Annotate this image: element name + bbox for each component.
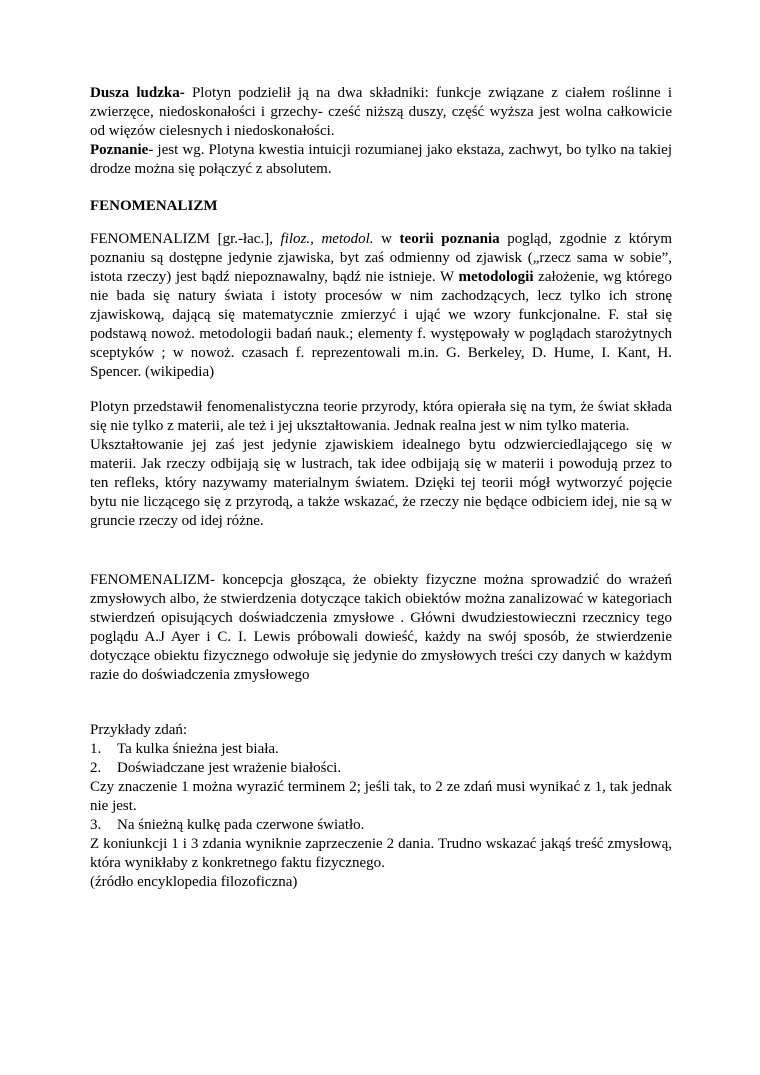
list-text-2: Doświadczane jest wrażenie białości. (117, 760, 342, 776)
definition-text-2: w (373, 231, 400, 247)
examples-label: Przykłady zdań: (90, 722, 188, 738)
paragraph-poznanie-text: jest wg. Plotyna kwestia intuicji rozumianej jako ekstaza, zachwyt, bo tylko na takiej drodze można się połączyć z absolutem. (90, 142, 672, 177)
paragraph-czy-znaczenie: Czy znaczenie 1 można wyrazić terminem 2; jeśli tak, to 2 ze zdań musi wynikać z 1, tak jednak nie jest. (90, 779, 672, 814)
definition-text-4: założenie, wg którego nie bada się natury świata i istoty procesów w nim zachodzących, lecz tylko ich stronę zjawiskową, dającą się matematycznie zmierzyć i ująć we wzory funkcjonalne. F. stał się podstawą nowoż. metodologii badań nauk.; elementy f. występowały w poglądach starożytnych sceptyków ; w nowoż. czasach f. reprezentowali m.in. G. Berkeley, D. Hume, I. Kant, H. Spencer. (wikipedia) (90, 269, 672, 380)
paragraph-plotyn-teoria: Plotyn przedstawił fenomenalistyczna teorie przyrody, która opierała się na tym, że świat składa się nie tylko z materii, ale też i jej ukształtowania. Jednak realna jest w nim tylko materia. (90, 399, 672, 434)
paragraph-dusza-ludzka (90, 84, 672, 141)
definition-text-1: FENOMENALIZM [gr.-łac.], (90, 231, 281, 247)
list-number-3: 3. (90, 817, 102, 833)
source-line: (źródło encyklopedia filozoficzna) (90, 874, 298, 890)
term-poznanie: Poznanie- (90, 142, 154, 158)
definition-bold-metodologii: metodologii (458, 269, 534, 285)
paragraph-uksztaltowanie: Ukształtowanie jej zaś jest jedynie zjawiskiem idealnego bytu odzwierciedlającego się w materii. Jak rzeczy odbijają się w lustrach, tak idee odbijają się w materii i powodują przez to ten refleks, który nazywamy materialnym światem. Dzięki tej teorii mógł wytworzyć pojęcie bytu nie liczącego się z przyrodą, a także wskazać, że rzeczy nie będące odbiciem idej, nie są w gruncie rzeczy od idej różne. (90, 437, 672, 529)
list-text-1: Ta kulka śnieżna jest biała. (117, 741, 279, 757)
paragraph-fenomenalizm-koncepcja: FENOMENALIZM- koncepcja głosząca, że obiekty fizyczne można sprowadzić do wrażeń zmysłowych albo, że stwierdzenia dotyczące takich obiektów można zanalizować w kategoriach stwierdzeń opisujących doświadczenia zmysłowe . Główni dwudziestowieczni rzecznicy tego poglądu A.J Ayer i C. I. Lewis próbowali dowieść, każdy na swój sposób, że stwierdzenie dotyczące obiektu fizycznego odwołuje się jedynie do zmysłowych treści czy danych w każdym razie do doświadczenia zmysłowego (90, 572, 672, 683)
definition-text-3: pogląd, zgodnie z którym poznaniu są dostępne jedynie zjawiska, byt zaś odmienny od zjawisk („rzecz sama w sobie”, istota rzeczy) jest bądź niepoznawalny, bądź nie istnieje. W (90, 231, 672, 285)
list-number-2: 2. (90, 760, 102, 776)
paragraph-definition (90, 230, 672, 382)
section-heading-fenomenalizm: FENOMENALIZM (90, 198, 218, 214)
definition-bold-teorii-poznania: teorii poznania (399, 231, 500, 247)
list-item-2 (90, 759, 672, 778)
paragraph-koniunkcja: Z koniunkcji 1 i 3 zdania wyniknie zaprzeczenie 2 dania. Trudno wskazać jakąś treść zmysłową, która wynikłaby z konkretnego faktu fizycznego. (90, 836, 672, 871)
definition-italic-filoz-metodol: filoz., metodol. (280, 231, 374, 247)
term-dusza-ludzka: Dusza ludzka- (90, 85, 185, 101)
list-item-1 (90, 740, 672, 759)
paragraph-poznanie (90, 141, 672, 179)
list-item-3 (90, 816, 672, 835)
list-text-3: Na śnieżną kulkę pada czerwone światło. (117, 817, 365, 833)
paragraph-dusza-text: Plotyn podzielił ją na dwa składniki: funkcje związane z ciałem roślinne i zwierzęce, niedoskonałości i grzechy- cześć niższą duszy, część wyższa jest wolna całkowicie od więzów cielesnych i niedoskonałości. (90, 85, 672, 139)
list-number-1: 1. (90, 741, 102, 757)
